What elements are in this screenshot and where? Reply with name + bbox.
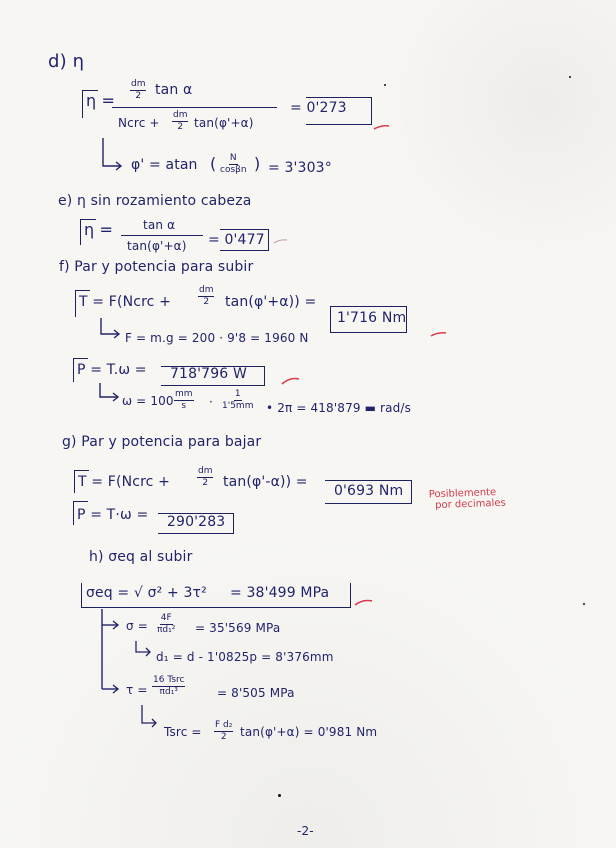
d-branch-arrow (101, 136, 125, 176)
paper-speck-3 (384, 84, 386, 86)
h-tsrc-frac (214, 721, 233, 742)
f-t-frac-den: 2 (203, 297, 210, 307)
h-red-check-mark (354, 597, 374, 607)
f-t-result: 1'716 Nm (337, 310, 407, 326)
g-red-note-line1: Posiblemente (428, 486, 497, 501)
g-red-note (429, 487, 506, 512)
paper-speck-2 (569, 76, 571, 78)
f-omega-num2: 1 (234, 389, 241, 399)
d-sub-paren-close: ) (254, 154, 261, 173)
f-omega-mid: · (209, 395, 213, 409)
f-t-frac-num: dm (199, 285, 214, 295)
h-eq-expr: σeq = √ σ² + 3τ² (86, 585, 207, 601)
e-den: tan(φ'+α) (127, 239, 187, 253)
d-sub-paren-open: ( (210, 154, 217, 173)
f-omega-prefix: ω = 100 (122, 394, 174, 408)
d-sub-prefix: φ' = atan (131, 157, 198, 173)
h-sigma-num: 4F (160, 613, 172, 623)
d-den-frac-num: dm (173, 110, 188, 120)
paper-speck-1 (278, 794, 281, 797)
f-omega-frac-1 (174, 390, 194, 411)
g-t-tail: tan(φ'-α)) = (223, 474, 308, 490)
section-e-title: e) η sin rozamiento cabeza (58, 193, 252, 209)
f-omega-den1: s (181, 401, 187, 411)
h-eq-result: = 38'499 MPa (230, 585, 330, 601)
h-tsrc-lhs: Tsrc = (164, 725, 202, 739)
d-sub-frac-num: N (229, 153, 237, 163)
h-tau-lhs: τ = (126, 683, 148, 697)
f-omega-unit1: mm (175, 389, 193, 399)
f-t-frac (198, 286, 214, 307)
h-tsrc-den: 2 (220, 732, 227, 742)
d-main-fraction-line (112, 107, 277, 108)
g-p-result: 290'283 (167, 514, 226, 530)
d-den-frac-den: 2 (177, 122, 184, 132)
g-p-expr: P = T·ω = (77, 507, 149, 523)
h-tsrc-tail: tan(φ'+α) = 0'981 Nm (240, 725, 378, 739)
f-force-arrow (99, 316, 123, 344)
f-p-result: 718'796 W (170, 366, 247, 382)
d-result: = 0'273 (290, 100, 347, 116)
h-sigma-result: = 35'569 MPa (195, 621, 281, 635)
g-t-expr: T = F(Ncrc + (78, 474, 170, 490)
g-red-note-line2: por decimales (435, 497, 506, 512)
d-num-tail: tan α (155, 82, 193, 98)
h-sigma-lhs: σ = (126, 619, 148, 633)
f-p-red-mark (281, 376, 301, 386)
h-tsrc-num: F d₂ (215, 720, 233, 730)
f-t-expr: T = F(Ncrc + (79, 294, 171, 310)
e-fraction-line (121, 235, 203, 236)
h-d1: d₁ = d - 1'0825p = 8'376mm (156, 650, 334, 664)
h-tau-result: = 8'505 MPa (217, 686, 295, 700)
f-omega-frac-2 (222, 390, 253, 411)
paper-speck-4 (583, 603, 585, 605)
section-f-title: f) Par y potencia para subir (59, 259, 254, 275)
h-sigma-den: πd₁² (157, 625, 176, 635)
f-t-tail: tan(φ'+α)) = (225, 294, 317, 310)
d-num-frac-den: 2 (135, 91, 142, 101)
g-t-frac-den: 2 (202, 478, 209, 488)
d-den-tail: tan(φ'+α) (194, 116, 254, 130)
section-d-title: d) η (48, 51, 85, 72)
h-tsrc-arrow (140, 703, 162, 731)
page-number: -2- (297, 824, 314, 838)
f-p-expr: P = T.ω = (77, 362, 147, 378)
red-check-mark (373, 122, 391, 132)
d-num-frac (130, 80, 146, 101)
f-force-expr: F = m.g = 200 · 9'8 = 1960 N (125, 331, 309, 345)
g-t-frac (197, 467, 213, 488)
section-g-title: g) Par y potencia para bajar (62, 434, 262, 450)
f-omega-tail: • 2π = 418'879 ▬ rad/s (266, 401, 412, 415)
g-t-frac-num: dm (198, 466, 213, 476)
f-omega-arrow (98, 381, 122, 405)
d-den-frac (172, 111, 188, 132)
f-omega-den2: 1'5mm (222, 401, 254, 411)
h-sigma-frac (157, 614, 175, 635)
h-tau-den: πd₁³ (159, 687, 178, 697)
h-d1-arrow (134, 639, 154, 659)
h-tau-num: 16 Tsrc (153, 675, 185, 685)
e-eta-lhs: η = (84, 220, 114, 239)
d-sub-frac (220, 154, 247, 175)
f-red-check-mark (430, 329, 448, 339)
d-num-frac-num: dm (131, 79, 146, 89)
d-den-head: Ncrc + (118, 116, 160, 130)
e-result: = 0'477 (208, 232, 265, 248)
d-sub-result: = 3'303° (268, 160, 332, 176)
d-sub-frac-den: cosβn (220, 165, 247, 175)
g-t-result: 0'693 Nm (334, 483, 404, 499)
e-tick-mark (273, 237, 289, 245)
e-num: tan α (143, 218, 176, 232)
section-h-title: h) σeq al subir (89, 549, 193, 565)
d-eta-lhs: η = (86, 91, 116, 110)
h-tau-frac (152, 676, 185, 697)
h-tree-lines (100, 607, 126, 731)
